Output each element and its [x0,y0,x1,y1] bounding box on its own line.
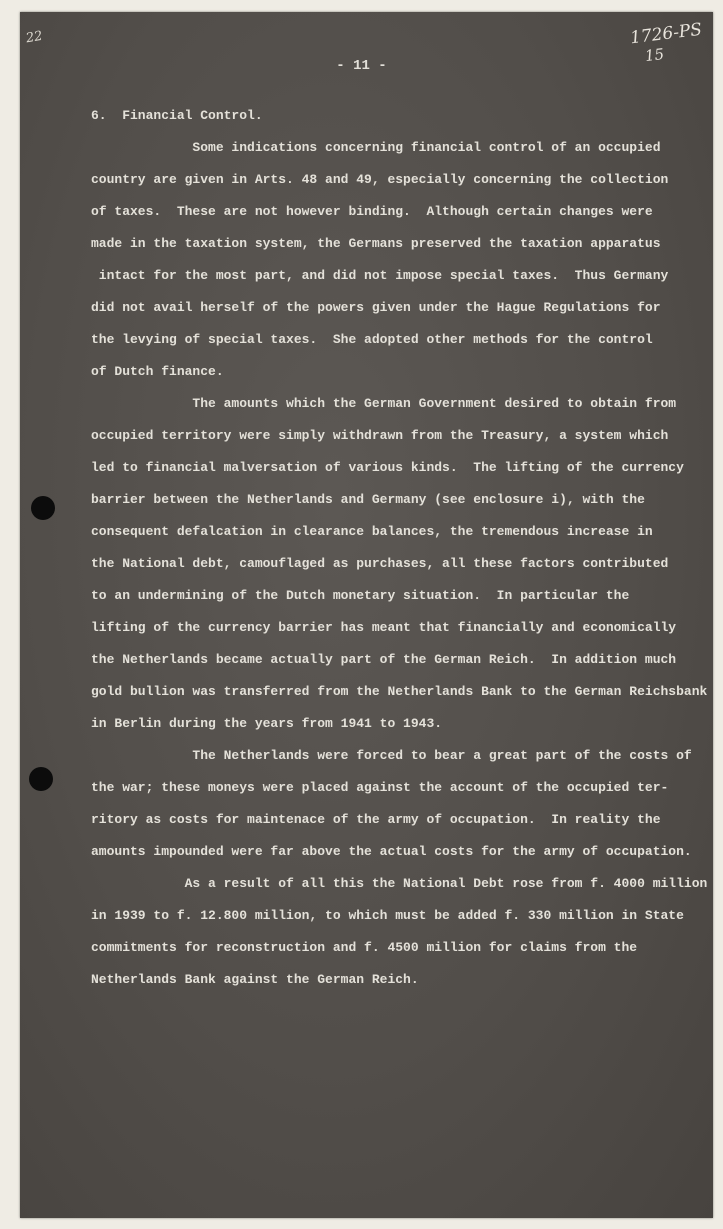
text-line: the war; these moneys were placed against the account of the occupied ter- [91,780,669,795]
text-line: in 1939 to f. 12.800 million, to which must be added f. 330 million in State [91,908,684,923]
text-line: As a result of all this the National Debt rose from f. 4000 million [91,876,708,891]
page-number: - 11 - [336,58,387,74]
text-line: did not avail herself of the powers given under the Hague Regulations for [91,300,661,315]
document-number-annotation: 1726-PS [629,19,704,49]
text-line: ritory as costs for maintenace of the army of occupation. In reality the [91,812,661,827]
text-line: the Netherlands became actually part of the German Reich. In addition much [91,652,677,667]
punch-hole-bottom [29,767,53,791]
text-line: barrier between the Netherlands and Germany (see enclosure i), with the [91,492,645,507]
text-line: occupied territory were simply withdrawn from the Treasury, a system which [91,428,669,443]
text-line: intact for the most part, and did not impose special taxes. Thus Germany [91,268,669,283]
margin-handwritten-mark: 22 [24,28,44,47]
document-body [91,100,711,996]
text-line: of Dutch finance. [91,364,224,379]
text-line: country are given in Arts. 48 and 49, especially concerning the collection [91,172,669,187]
text-line: Netherlands Bank against the German Reich. [91,972,419,987]
text-line: the levying of special taxes. She adopted other methods for the control [91,332,653,347]
text-line: The Netherlands were forced to bear a great part of the costs of [91,748,692,763]
text-line: amounts impounded were far above the actual costs for the army of occupation. [91,844,692,859]
text-line: to an undermining of the Dutch monetary situation. In particular the [91,588,630,603]
text-line: the National debt, camouflaged as purchases, all these factors contributed [91,556,669,571]
text-line: consequent defalcation in clearance balances, the tremendous increase in [91,524,653,539]
text-line: lifting of the currency barrier has meant that financially and economically [91,620,677,635]
sheet-number-annotation: 15 [643,44,666,66]
text-line: of taxes. These are not however binding. Although certain changes were [91,204,653,219]
text-line: gold bullion was transferred from the Netherlands Bank to the German Reichsbank [91,684,708,699]
section-heading: 6. Financial Control. [91,108,263,123]
text-line: Some indications concerning financial control of an occupied [91,140,661,155]
text-line: commitments for reconstruction and f. 4500 million for claims from the [91,940,638,955]
punch-hole-top [31,496,55,520]
text-line: in Berlin during the years from 1941 to 1943. [91,716,443,731]
text-line: The amounts which the German Government desired to obtain from [91,396,677,411]
text-line: made in the taxation system, the Germans preserved the taxation apparatus [91,236,661,251]
text-line: led to financial malversation of various kinds. The lifting of the currency [91,460,684,475]
